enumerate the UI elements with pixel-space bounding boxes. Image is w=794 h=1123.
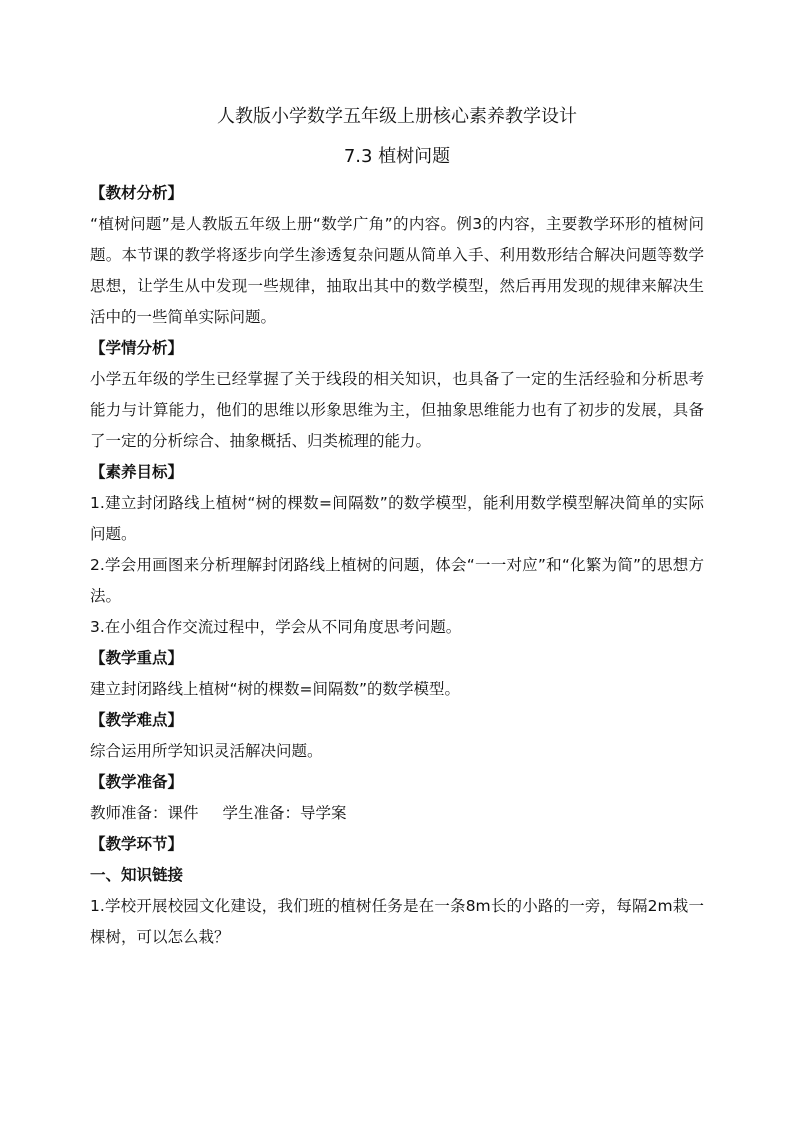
learner-analysis-text: 小学五年级的学生已经掌握了关于线段的相关知识，也具备了一定的生活经验和分析思考能力与计算能力，他们的思维以形象思维为主，但抽象思维能力也有了初步的发展，具备了一定的分析综合、抽象概括、归类梳理的能力。 [90,370,704,450]
heading-difficulties: 【教学难点】 [90,711,184,729]
heading-knowledge-link: 一、知识链接 [90,866,184,884]
literacy-goal-item: 3.在小组合作交流过程中，学会从不同角度思考问题。 [90,618,462,636]
preparation-text [90,798,704,829]
difficulties-text: 综合运用所学知识灵活解决问题。 [90,742,323,760]
heading-process: 【教学环节】 [90,835,184,853]
teacher-preparation: 教师准备：课件 [90,804,199,822]
heading-key-points: 【教学重点】 [90,649,184,667]
heading-literacy-goals: 【素养目标】 [90,463,184,481]
literacy-goal-item: 2.学会用画图来分析理解封闭路线上植树的问题，体会“一一对应”和“化繁为简”的思想方法。 [90,556,704,605]
lesson-title: 7.3 植树问题 [343,146,451,167]
heading-textbook-analysis: 【教材分析】 [90,184,184,202]
heading-preparation: 【教学准备】 [90,773,184,791]
knowledge-link-text: 1.学校开展校园文化建设，我们班的植树任务是在一条8m长的小路的一旁，每隔2m栽一棵树，可以怎么栽？ [90,897,704,946]
textbook-analysis-text: “植树问题”是人教版五年级上册“数学广角”的内容。例3的内容，主要教学环形的植树问题。本节课的教学将逐步向学生渗透复杂问题从简单入手、利用数形结合解决问题等数学思想，让学生从中发现一些规律，抽取出其中的数学模型，然后再用发现的规律来解决生活中的一些简单实际问题。 [90,215,705,326]
document-title: 人教版小学数学五年级上册核心素养教学设计 [217,106,577,127]
document-page [90,102,704,953]
literacy-goal-item: 1.建立封闭路线上植树“树的棵数=间隔数”的数学模型，能利用数学模型解决简单的实际问题。 [90,494,704,543]
student-preparation: 学生准备：导学案 [222,804,347,822]
key-points-text: 建立封闭路线上植树“树的棵数=间隔数”的数学模型。 [90,680,461,698]
heading-learner-analysis: 【学情分析】 [90,339,184,357]
